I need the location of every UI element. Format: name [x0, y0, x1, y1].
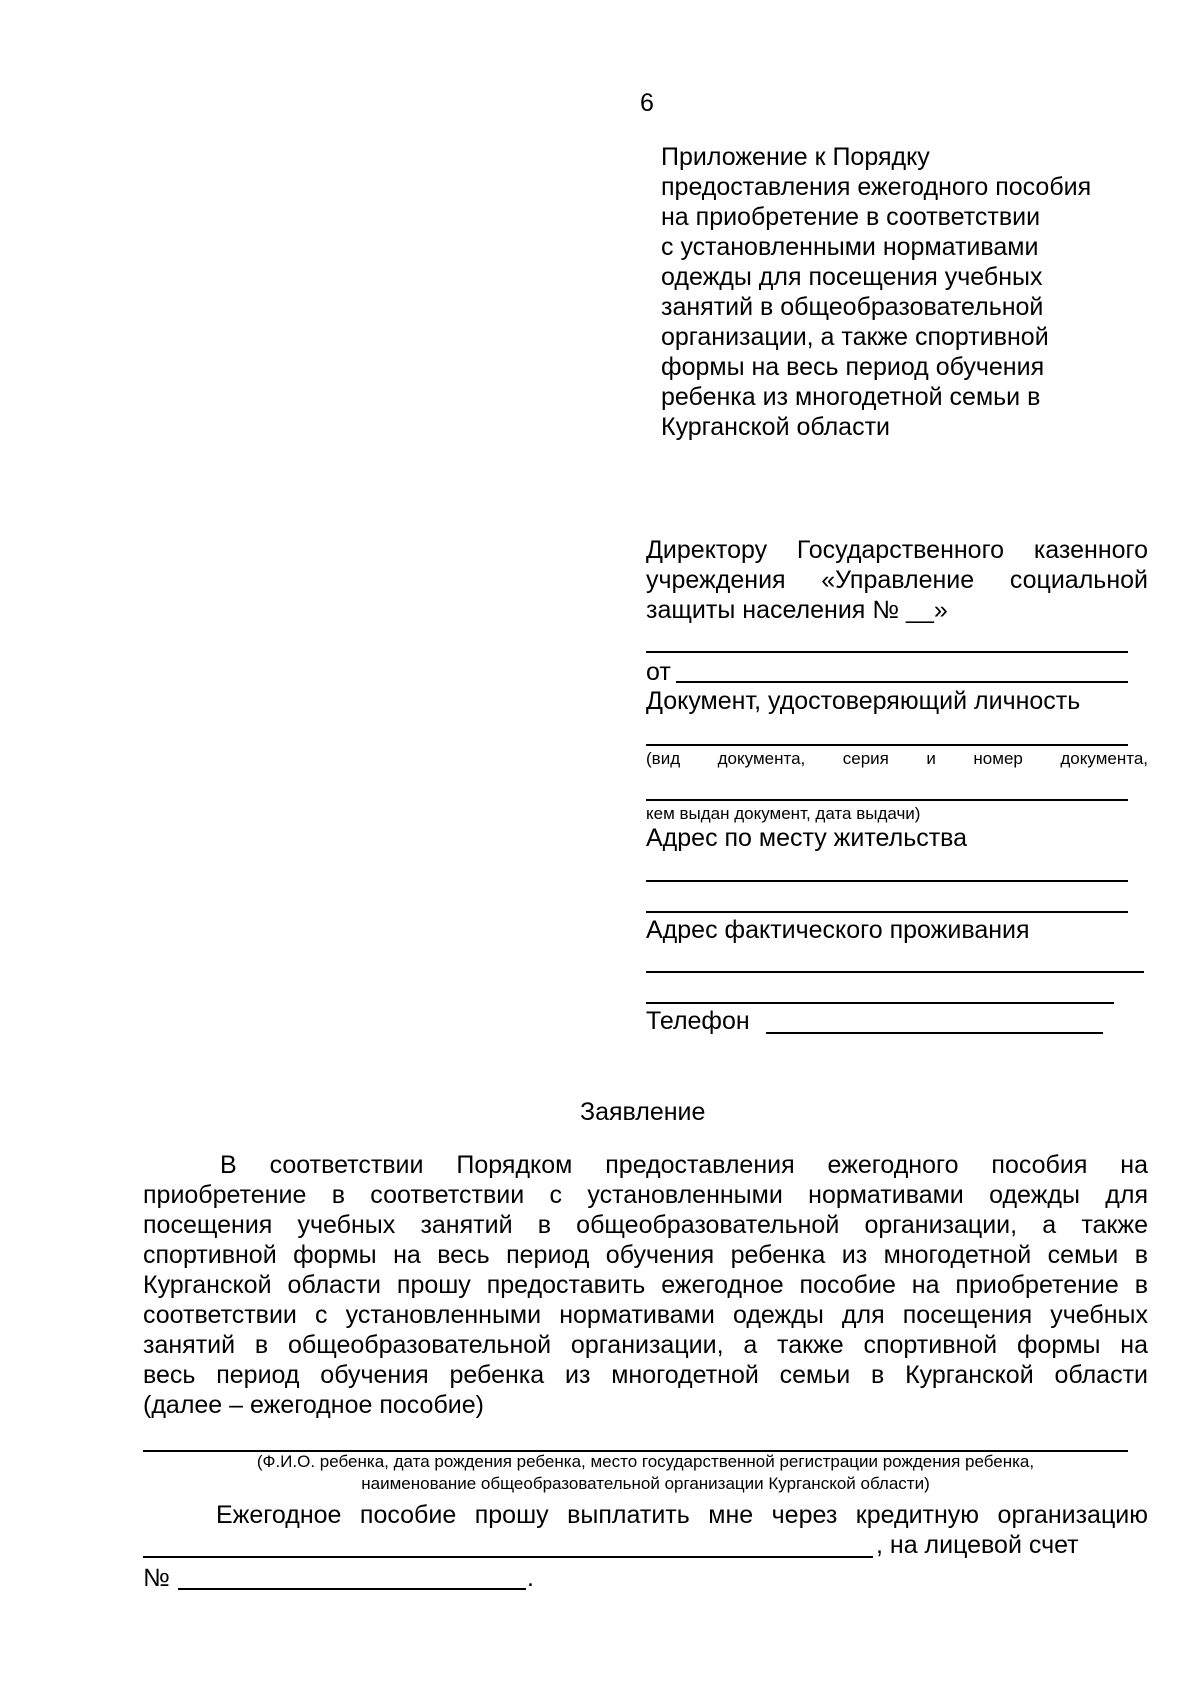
appendix-line: одежды для посещения учебных	[661, 263, 1043, 291]
statement-line: весь период обучения ребенка из многодетной семьи в Курганской области	[143, 1361, 1148, 1389]
statement-line: Курганской области прошу предоставить ежегодное пособие на приобретение в	[143, 1271, 1148, 1299]
phone-label: Телефон	[646, 1007, 750, 1035]
statement-title: Заявление	[580, 1098, 706, 1126]
addressee-line: защиты населения № __»	[646, 596, 948, 624]
from-line[interactable]	[676, 681, 1128, 683]
id-document-hint: кем выдан документ, дата выдачи)	[646, 804, 921, 823]
statement-line: занятий в общеобразовательной организации, а также спортивной формы на	[143, 1331, 1148, 1359]
account-number-line[interactable]	[178, 1588, 526, 1590]
id-document-label: Документ, удостоверяющий личность	[646, 687, 1081, 715]
registration-address-line[interactable]	[646, 880, 1128, 882]
registration-address-line[interactable]	[646, 911, 1128, 913]
appendix-line: на приобретение в соответствии	[661, 203, 1041, 231]
appendix-line: предоставления ежегодного пособия	[661, 173, 1092, 201]
from-label: от	[646, 658, 671, 686]
bank-line[interactable]	[143, 1556, 873, 1558]
number-end: .	[527, 1564, 534, 1592]
statement-line: соответствии с установленными нормативами одежды для посещения учебных	[143, 1301, 1148, 1329]
appendix-line: с установленными нормативами	[661, 233, 1039, 261]
payment-line: Ежегодное пособие прошу выплатить мне через кредитную организацию	[216, 1501, 1148, 1529]
appendix-line: Приложение к Порядку	[661, 143, 930, 171]
actual-address-line[interactable]	[646, 1002, 1114, 1004]
appendix-line: формы на весь период обучения	[661, 353, 1045, 381]
addressee-line: Директору Государственного казенного	[646, 536, 1148, 564]
appendix-line: организации, а также спортивной	[661, 323, 1049, 351]
id-document-line[interactable]	[646, 744, 1128, 746]
child-info-hint: наименование общеобразовательной организации Курганской области)	[361, 1474, 930, 1493]
account-suffix: , на лицевой счет	[876, 1531, 1079, 1559]
appendix-line: ребенка из многодетной семьи в	[661, 383, 1041, 411]
statement-line: приобретение в соответствии с установленными нормативами одежды для	[143, 1181, 1148, 1209]
id-document-hint: (вид документа, серия и номер документа,	[646, 749, 1148, 768]
appendix-line: Курганской области	[661, 413, 891, 441]
child-info-hint: (Ф.И.О. ребенка, дата рождения ребенка, место государственной регистрации рождения ребенка,	[256, 1452, 1035, 1471]
phone-line[interactable]	[766, 1032, 1103, 1034]
page-number: 6	[640, 89, 654, 117]
appendix-block	[661, 142, 1091, 442]
appendix-line: занятий в общеобразовательной	[661, 293, 1044, 321]
registration-address-label: Адрес по месту жительства	[646, 824, 968, 852]
statement-line: посещения учебных занятий в общеобразовательной организации, а также	[143, 1211, 1148, 1239]
statement-line: В соответствии Порядком предоставления ежегодного пособия на	[220, 1151, 1148, 1179]
id-document-line[interactable]	[646, 799, 1128, 801]
blank-line	[646, 651, 1128, 653]
actual-address-line[interactable]	[646, 971, 1144, 973]
statement-line: спортивной формы на весь период обучения ребенка из многодетной семьи в	[143, 1241, 1148, 1269]
addressee-line: учреждения «Управление социальной	[646, 566, 1148, 594]
number-label: №	[143, 1564, 170, 1592]
actual-address-label: Адрес фактического проживания	[646, 916, 1030, 944]
statement-line: (далее – ежегодное пособие)	[143, 1391, 484, 1419]
